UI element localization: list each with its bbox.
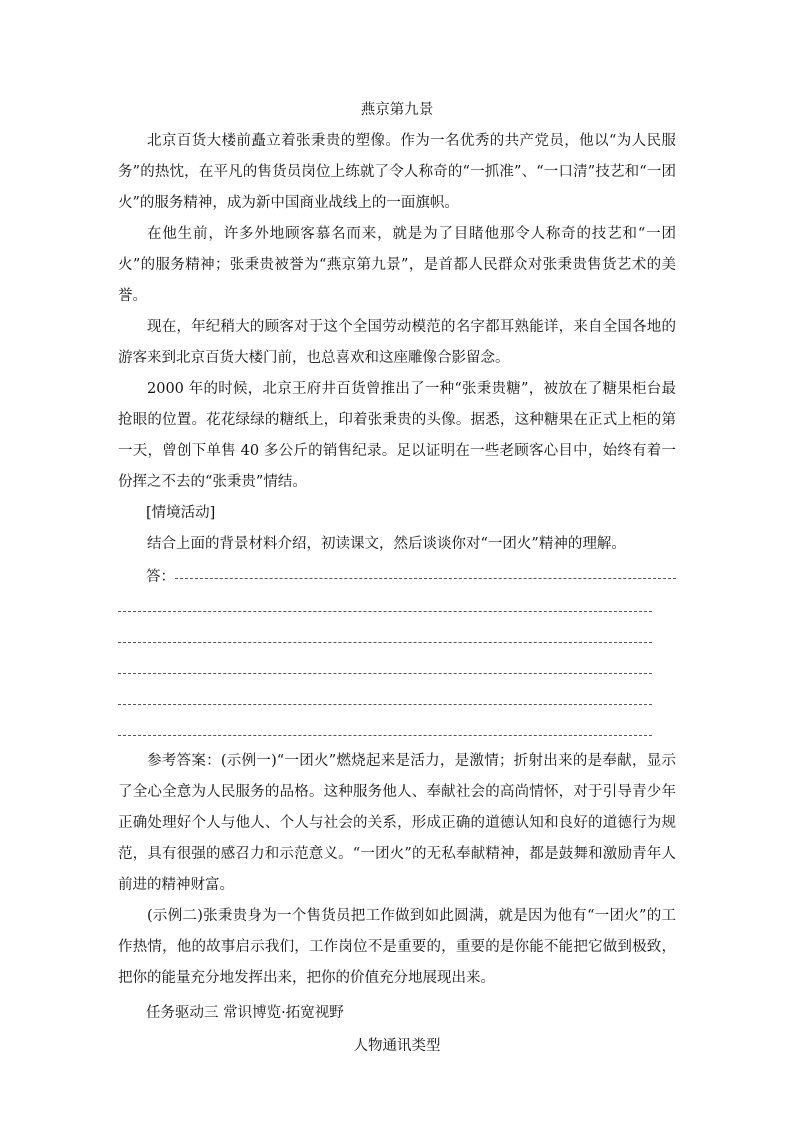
answer-blank-line-6[interactable] — [118, 715, 676, 746]
document-page — [118, 98, 676, 1062]
answer-label: 答： — [146, 569, 175, 585]
article-title: 燕京第九景 — [360, 102, 434, 118]
answer-blank-line-3[interactable] — [118, 622, 676, 653]
activity-label: [情境活动] — [146, 505, 216, 521]
answer-blank-line-4[interactable] — [118, 653, 676, 684]
paragraph-3: 现在，年纪稍大的顾客对于这个全国劳动模范的名字都耳熟能详，来自全国各地的游客来到北京百货大楼门前，也总喜欢和这座雕像合影留念。 — [118, 319, 676, 366]
section-subtitle: 人物通讯类型 — [353, 1038, 441, 1054]
answer-blank-line-1[interactable] — [175, 578, 676, 579]
answer-blank-line-2[interactable] — [118, 591, 676, 622]
answer-row — [118, 560, 676, 591]
paragraph-2: 在他生前，许多外地顾客慕名而来，就是为了目睹他那令人称奇的技艺和“一团火”的服务精神；张秉贵被誉为“燕京第九景”，是首都人民群众对张秉贵售货艺术的美誉。 — [118, 226, 676, 304]
activity-prompt: 结合上面的背景材料介绍，初读课文，然后谈谈你对“一团火”精神的理解。 — [147, 536, 626, 552]
paragraph-4: 2000 年的时候，北京王府井百货曾推出了一种“张秉贵糖”，被放在了糖果柜台最抢眼的位置。花花绿绿的糖纸上，印着张秉贵的头像。据悉，这种糖果在正式上柜的第一天，曾创下单售 40 多公斤的销售纪录。足以证明在一些老顾客心目中，始终有着一份挥之不去的“张秉贵”情结。 — [118, 381, 676, 490]
section-heading: 任务驱动三 常识博览·拓宽视野 — [146, 1005, 344, 1021]
reference-answer-1: 参考答案：(示例一)“一团火”燃烧起来是活力，是激情；折射出来的是奉献，显示了全心全意为人民服务的品格。这种服务他人、奉献社会的高尚情怀，对于引导青少年正确处理好个人与他人、个人与社会的关系，形成正确的道德认知和良好的道德行为规范，具有很强的感召力和示范意义。“一团火”的无私奉献精神，都是鼓舞和激励青年人前进的精神财富。 — [118, 753, 676, 893]
paragraph-1: 北京百货大楼前矗立着张秉贵的塑像。作为一名优秀的共产党员，他以“为人民服务”的热忱，在平凡的售货员岗位上练就了令人称奇的“一抓准”、“一口清”技艺和“一团火”的服务精神，成为新中国商业战线上的一面旗帜。 — [118, 133, 676, 211]
reference-answer-2: (示例二)张秉贵身为一个售货员把工作做到如此圆满，就是因为他有“一团火”的工作热情，他的故事启示我们，工作岗位不是重要的，重要的是你能不能把它做到极致，把你的能量充分地发挥出来，把你的价值充分地展现出来。 — [118, 908, 676, 986]
answer-blank-line-5[interactable] — [118, 684, 676, 715]
